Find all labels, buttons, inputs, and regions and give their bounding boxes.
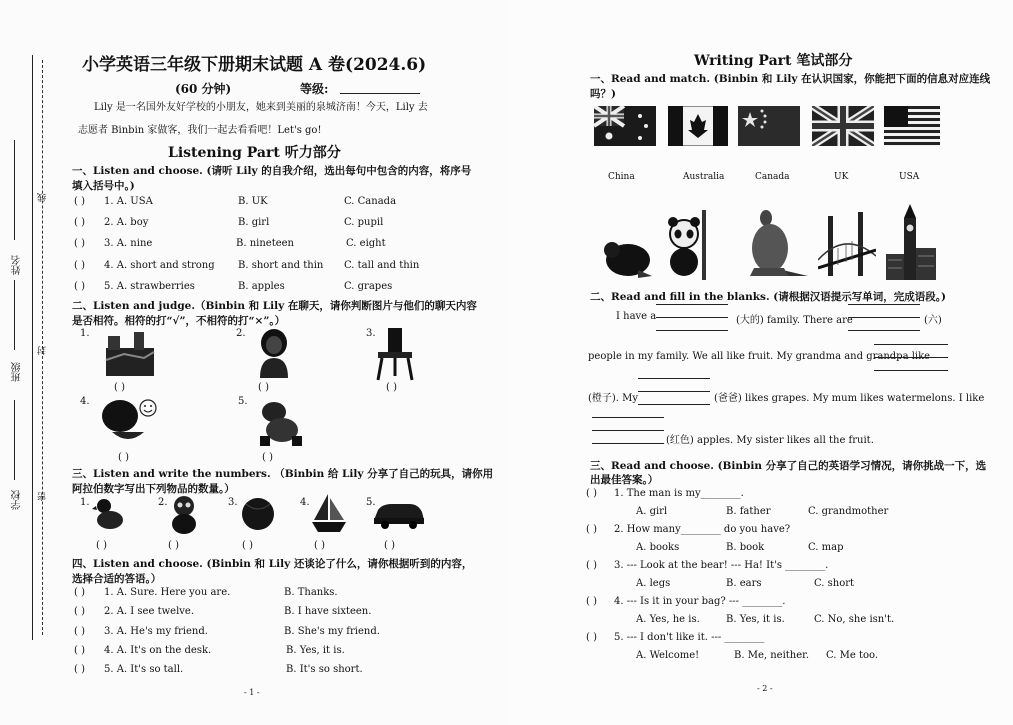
option: B. Yes, it is. — [726, 614, 785, 625]
name-label: 姓名 — [12, 255, 23, 275]
question-block — [586, 560, 986, 596]
option: C. grapes — [344, 281, 393, 292]
country-label: USA — [899, 172, 920, 182]
option: B. Yes, it is. — [286, 645, 345, 656]
school-field[interactable] — [14, 400, 15, 480]
answer-box[interactable]: ( ) — [74, 281, 85, 292]
option: B. It's so short. — [286, 664, 363, 675]
option: 5. A. It's so tall. — [104, 664, 184, 675]
blank-line[interactable] — [638, 378, 710, 379]
answer-box[interactable]: ( ) — [586, 596, 597, 607]
option: C. tall and thin — [344, 260, 420, 271]
option: 3. A. He's my friend. — [104, 626, 208, 637]
option: A. books — [636, 542, 680, 553]
section-title: 一、Listen and choose. (请听 Lily 的自我介绍，选出每句中包含的内容，将序号 — [72, 165, 472, 177]
answer-box[interactable]: ( ) — [586, 560, 597, 571]
answer-box[interactable]: ( ) — [242, 540, 253, 551]
option: B. I have sixteen. — [284, 606, 372, 617]
answer-box[interactable]: ( ) — [74, 260, 85, 271]
answer-box[interactable]: ( ) — [258, 382, 269, 393]
answer-box[interactable]: ( ) — [74, 626, 85, 637]
panda-picture — [168, 494, 200, 534]
option: B. short and thin — [238, 260, 324, 271]
australia-flag — [594, 106, 656, 146]
great-wall-picture — [104, 330, 156, 378]
option: 3. A. nine — [104, 238, 153, 249]
item-number: 2. — [236, 328, 246, 339]
answer-box[interactable]: ( ) — [74, 645, 85, 656]
passage-text: (橙子). My — [588, 393, 639, 404]
blank-line[interactable] — [656, 304, 728, 305]
blank-line[interactable] — [656, 317, 728, 318]
option: B. UK — [238, 196, 268, 207]
section-title: 选择合适的答语。） — [72, 573, 162, 585]
answer-box[interactable]: ( ) — [586, 524, 597, 535]
listening-part-header: Listening Part 听力部分 — [168, 145, 341, 161]
intro-text: 志愿者 Binbin 家做客，我们一起去看看吧！Let's go! — [78, 125, 322, 136]
section-title: 是否相符。相符的打“√”，不相符的打“×”。） — [72, 315, 286, 327]
option: A. Welcome! — [636, 650, 700, 661]
answer-box[interactable]: ( ) — [586, 488, 597, 499]
blank-line[interactable] — [592, 430, 664, 431]
item-number: 1. — [80, 497, 90, 508]
duck-picture — [92, 496, 126, 532]
option: C. pupil — [344, 217, 384, 228]
section-title: 出最佳答案。） — [590, 474, 659, 486]
item-number: 3. — [366, 328, 376, 339]
seal-char: 线 — [38, 193, 48, 202]
item-number: 1. — [80, 328, 90, 339]
option: 4. A. It's on the desk. — [104, 645, 212, 656]
option: 5. A. strawberries — [104, 281, 195, 292]
blank-line[interactable] — [592, 417, 664, 418]
answer-box[interactable]: ( ) — [74, 196, 85, 207]
beaver-picture — [598, 236, 654, 280]
page-number: - 1 - — [244, 688, 260, 697]
section-title: 三、Listen and write the numbers. （Binbin 给 Lily 分享了自己的玩具，请你用 — [72, 468, 494, 480]
uk-flag — [812, 106, 874, 146]
blank-line[interactable] — [592, 443, 664, 444]
option: B. She's my friend. — [284, 626, 380, 637]
option: 4. A. short and strong — [104, 260, 215, 271]
section-title: 阿拉伯数字写出下列物品的数量。） — [72, 483, 235, 495]
question-text: 5. --- I don't like it. --- ________ — [614, 632, 765, 643]
item-number: 4. — [300, 497, 310, 508]
item-number: 5. — [238, 396, 248, 407]
class-field[interactable] — [14, 280, 15, 350]
answer-box[interactable]: ( ) — [74, 587, 85, 598]
answer-box[interactable]: ( ) — [74, 238, 85, 249]
answer-box[interactable]: ( ) — [314, 540, 325, 551]
option: B. girl — [238, 217, 270, 228]
desk-chair-picture — [374, 326, 416, 382]
page-number: - 2 - — [757, 684, 773, 693]
item-number: 3. — [228, 497, 238, 508]
answer-box[interactable]: ( ) — [386, 382, 397, 393]
option: 1. A. Sure. Here you are. — [104, 587, 231, 598]
section-title: 二、Listen and judge.（Binbin 和 Lily 在聊天，请你判断图片与他们的聊天内容 — [72, 300, 477, 312]
binding-line — [32, 55, 33, 640]
passage-text: (六) — [924, 315, 942, 326]
country-label: China — [608, 172, 635, 182]
duration-label: (60 分钟) — [175, 82, 232, 96]
option: B. Thanks. — [284, 587, 338, 598]
question-text: 2. How many________ do you have? — [614, 524, 791, 535]
answer-box[interactable]: ( ) — [168, 540, 179, 551]
section-title: 三、Read and choose. (Binbin 分享了自己的英语学习情况，请你挑战一下，选 — [590, 460, 987, 472]
dog-toy-picture — [252, 396, 308, 448]
option: B. ears — [726, 578, 762, 589]
blank-line[interactable] — [848, 317, 920, 318]
blank-line[interactable] — [638, 404, 710, 405]
passage-text: I have a — [616, 311, 657, 322]
question-block — [586, 524, 986, 560]
answer-box[interactable]: ( ) — [74, 217, 85, 228]
option: A. legs — [636, 578, 671, 589]
panda-bamboo-picture — [662, 210, 714, 280]
option: 2. A. boy — [104, 217, 149, 228]
blank-line[interactable] — [874, 357, 948, 358]
golden-gate-bridge-picture — [818, 210, 876, 280]
blank-line[interactable] — [848, 304, 920, 305]
passage-text: (爸爸) likes grapes. My mum likes watermelons. I like — [714, 393, 985, 404]
question-text: 3. --- Look at the bear! --- Ha! It's ________. — [614, 560, 829, 571]
answer-box[interactable]: ( ) — [74, 664, 85, 675]
country-label: UK — [834, 172, 849, 182]
section-title: 二、Read and fill in the blanks. (请根据汉语提示写单词，完成语段。) — [590, 291, 946, 303]
option: B. nineteen — [236, 238, 294, 249]
question-text: 4. --- Is it in your bag? --- ________. — [614, 596, 786, 607]
option: C. eight — [346, 238, 386, 249]
country-label: Canada — [755, 172, 790, 182]
option: 1. A. USA — [104, 196, 153, 207]
blank-line[interactable] — [874, 344, 948, 345]
canada-flag — [668, 106, 728, 146]
option: B. Me, neither. — [734, 650, 810, 661]
watermelon-picture — [98, 396, 160, 446]
question-block — [586, 632, 986, 668]
kangaroo-picture — [744, 210, 810, 278]
boat-picture — [310, 492, 348, 534]
name-field[interactable] — [14, 140, 15, 240]
item-number: 5. — [366, 497, 376, 508]
option: C. grandmother — [808, 506, 889, 517]
question-block — [586, 596, 986, 632]
option: C. short — [814, 578, 855, 589]
girl-picture — [256, 328, 292, 378]
section-title: 一、Read and match. (Binbin 和 Lily 在认识国家，你能把下面的信息对应连线 — [590, 73, 991, 85]
answer-box[interactable]: ( ) — [96, 540, 107, 551]
blank-line[interactable] — [848, 330, 920, 331]
passage-text: (红色) apples. My sister likes all the fruit. — [666, 435, 874, 446]
answer-box[interactable]: ( ) — [114, 382, 125, 393]
option: C. Canada — [344, 196, 397, 207]
answer-box[interactable]: ( ) — [262, 452, 273, 463]
class-label: 班级 — [12, 362, 23, 382]
section-title: 填入括号中。) — [72, 180, 135, 192]
blank-line[interactable] — [874, 370, 948, 371]
blank-line[interactable] — [638, 391, 710, 392]
intro-text: Lily 是一名国外友好学校的小朋友，她来到美丽的泉城济南！今天，Lily 去 — [94, 102, 428, 113]
passage-text: people in my family. We all like fruit. My grandma and grandpa like — [588, 351, 931, 362]
page-title: 小学英语三年级下册期末试题 A 卷(2024.6) — [82, 55, 427, 75]
answer-box[interactable]: ( ) — [74, 606, 85, 617]
usa-flag — [884, 106, 940, 146]
big-ben-picture — [886, 204, 936, 280]
grade-field[interactable] — [340, 93, 420, 94]
grade-label: 等级: — [300, 82, 329, 96]
option: B. book — [726, 542, 765, 553]
option: A. Yes, he is. — [636, 614, 700, 625]
country-label: Australia — [683, 172, 725, 182]
answer-box[interactable]: ( ) — [586, 632, 597, 643]
question-block — [586, 488, 986, 524]
school-label: 学校 — [12, 490, 23, 510]
item-number: 4. — [80, 396, 90, 407]
car-picture — [372, 502, 426, 530]
section-title: 四、Listen and choose. (Binbin 和 Lily 还谈论了什么，请你根据听到的内容， — [72, 558, 473, 570]
option: B. father — [726, 506, 771, 517]
seal-char: 密 — [38, 492, 48, 501]
option: C. No, she isn't. — [814, 614, 895, 625]
blank-line[interactable] — [656, 330, 728, 331]
option: C. map — [808, 542, 844, 553]
answer-box[interactable]: ( ) — [118, 452, 129, 463]
question-text: 1. The man is my________. — [614, 488, 744, 499]
writing-part-header: Writing Part 笔试部分 — [694, 53, 853, 69]
china-flag — [738, 106, 800, 146]
section-title: 吗？) — [590, 88, 616, 100]
option: C. Me too. — [826, 650, 879, 661]
option: A. girl — [636, 506, 668, 517]
option: B. apples — [238, 281, 285, 292]
item-number: 2. — [158, 497, 168, 508]
passage-text: (大的) family. There are — [736, 315, 853, 326]
answer-box[interactable]: ( ) — [384, 540, 395, 551]
seal-char: 封 — [38, 346, 48, 355]
ball-picture — [240, 496, 276, 532]
option: 2. A. I see twelve. — [104, 606, 195, 617]
